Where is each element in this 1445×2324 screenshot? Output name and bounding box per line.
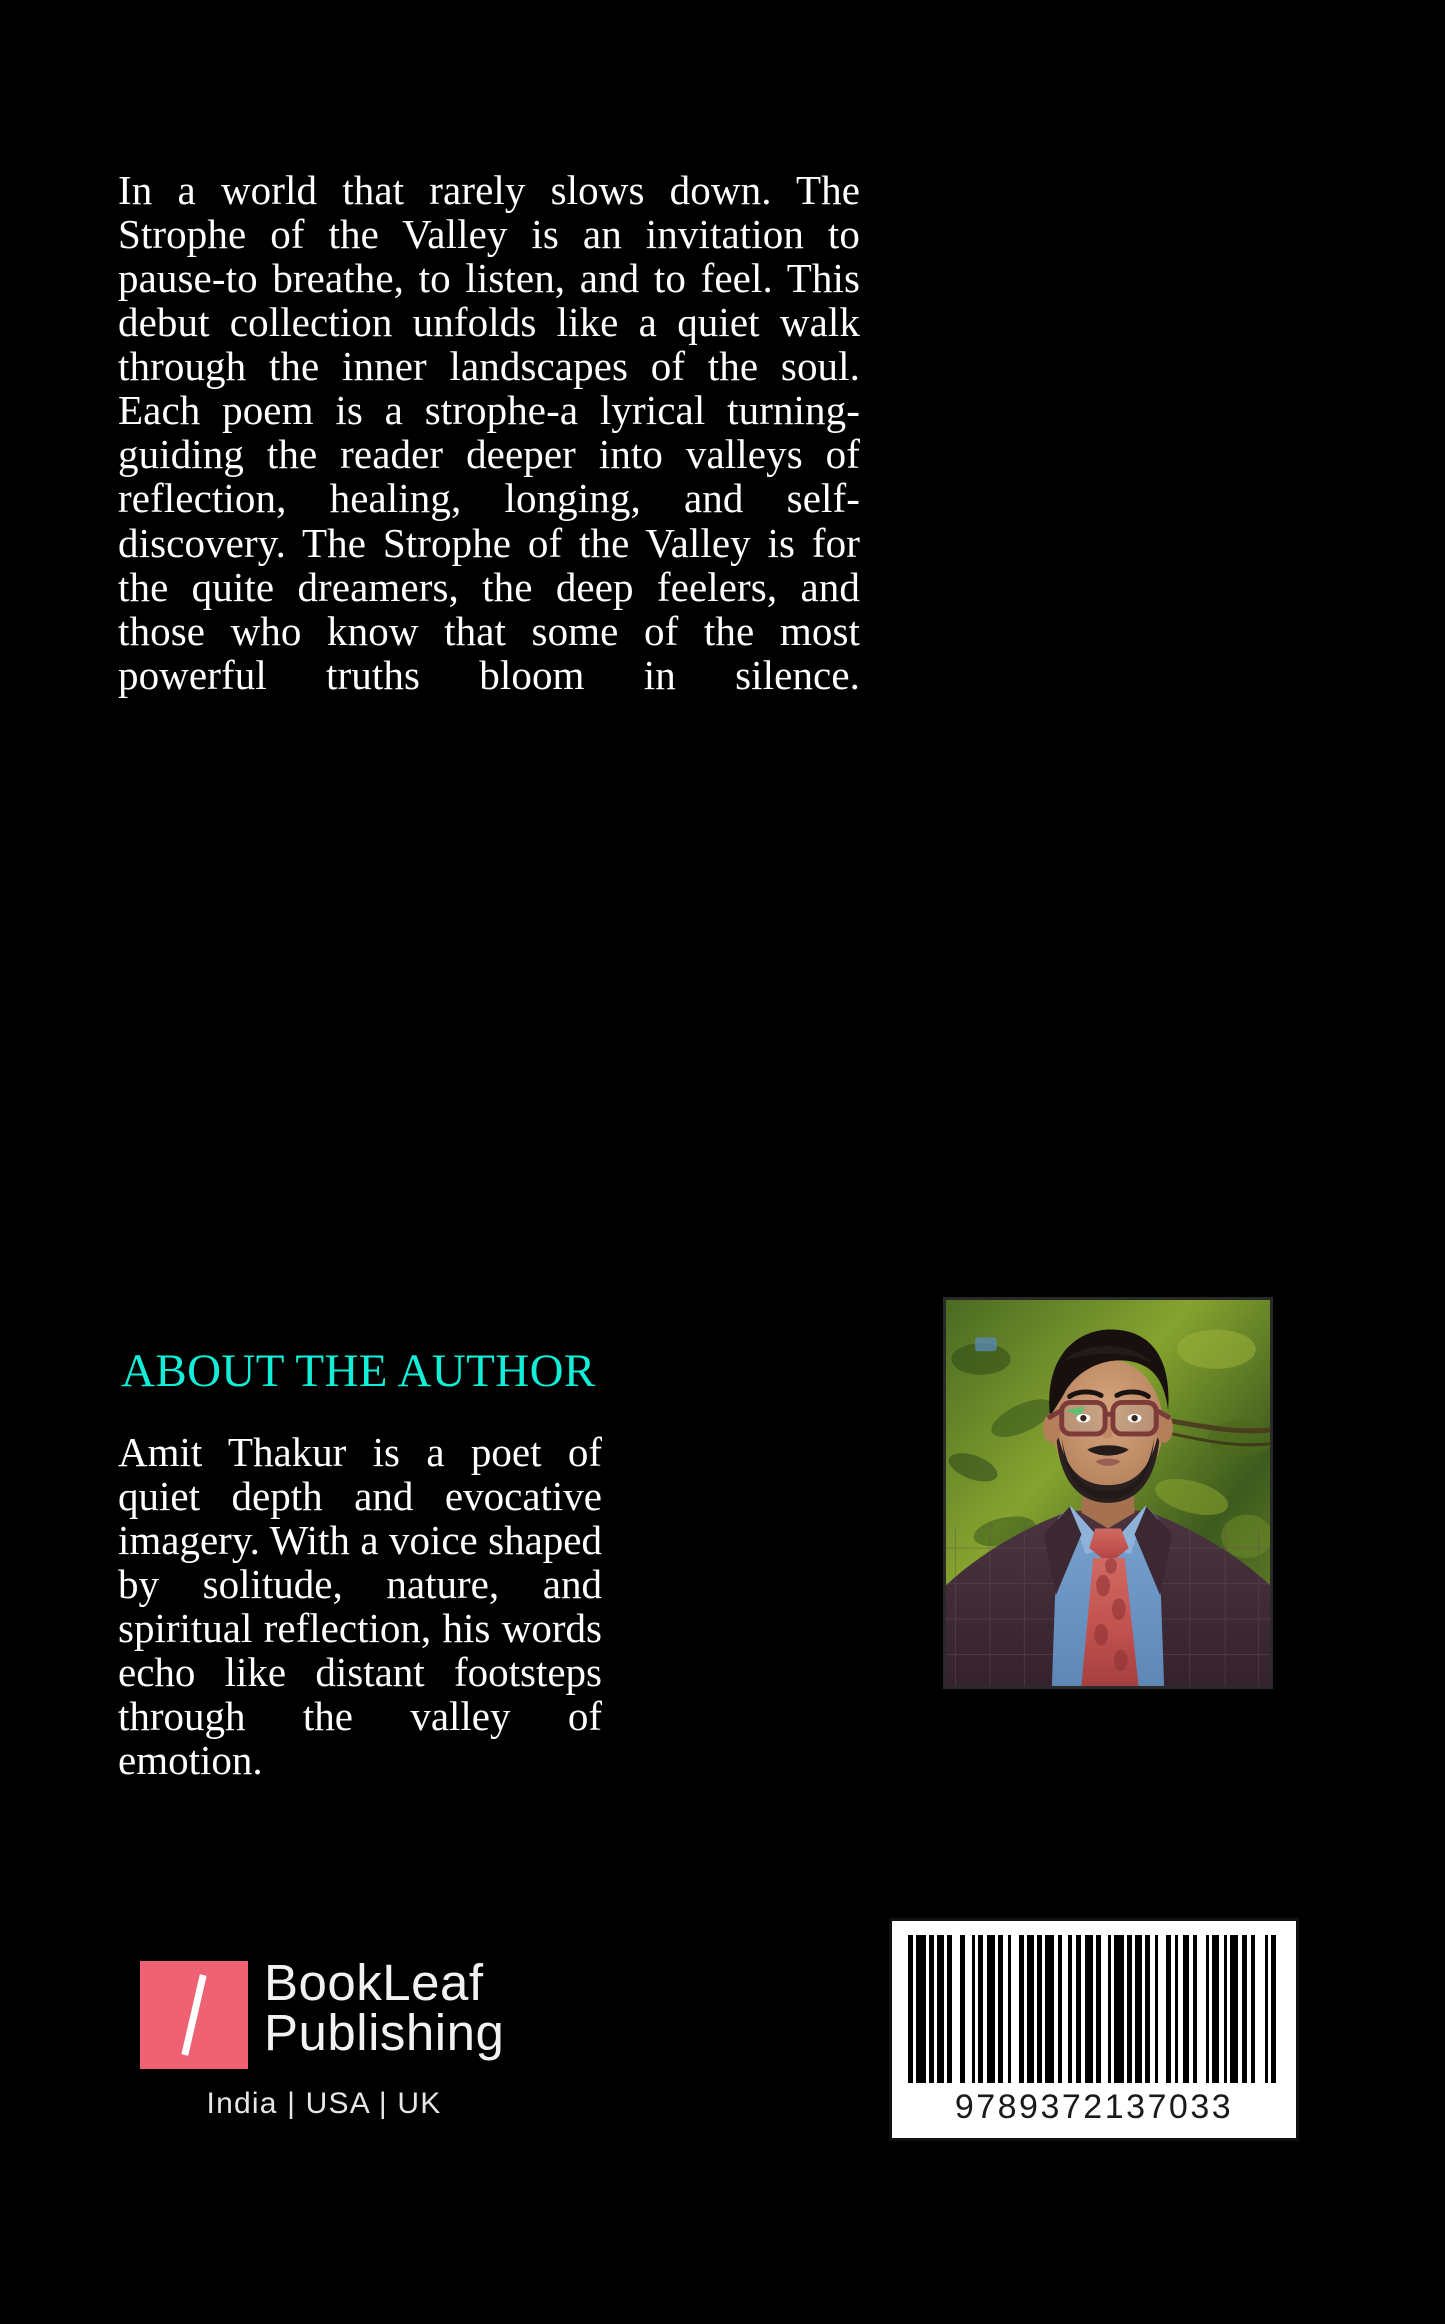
bookleaf-mark-icon <box>140 1961 248 2069</box>
isbn-number: 9789372137033 <box>954 2088 1234 2126</box>
barcode-bar <box>1045 1935 1053 2083</box>
publisher-regions: India | USA | UK <box>206 2087 442 2120</box>
blurb-text: In a world that rarely slows down. The Strophe of the Valley is an invitation to pause-to breathe, to listen, and to feel. This debut collection unfolds like a quiet walk through the inner landscapes of the soul. Each poem is a strophe-a lyrical turning-guiding the reader deeper into valleys of reflection, healing, longing, and self-discovery. The Strophe of the Valley is for the quite dreamers, the deep feelers, and those who know that some of the most powerful truths bloom in silence. <box>118 167 860 698</box>
barcode-bar <box>987 1935 995 2083</box>
barcode-bar <box>1197 1935 1205 2083</box>
publisher-wordmark <box>264 1954 505 2061</box>
barcode-bar <box>1230 1935 1238 2083</box>
barcode-bar <box>1158 1935 1166 2083</box>
publisher-logo <box>140 1954 505 2121</box>
barcode-bar <box>1276 1935 1279 2083</box>
barcode-bars <box>908 1935 1280 2083</box>
publisher-name-line2: Publishing <box>264 2003 505 2061</box>
publisher-name-line1: BookLeaf <box>264 1954 484 2011</box>
about-the-author-heading: ABOUT THE AUTHOR <box>121 1345 596 1397</box>
barcode-bar <box>1011 1935 1019 2083</box>
isbn-barcode <box>889 1918 1299 2141</box>
author-photo <box>943 1297 1273 1689</box>
barcode-bar <box>1255 1935 1265 2083</box>
barcode-bar <box>952 1935 960 2083</box>
book-blurb <box>118 168 860 741</box>
author-bio <box>118 1430 602 1827</box>
author-bio-text: Amit Thakur is a poet of quiet depth and evocative imagery. With a voice shaped by solitude, nature, and spiritual reflection, his words echo like distant footsteps through the valley of emotion. <box>118 1429 602 1784</box>
barcode-bar <box>1085 1935 1093 2083</box>
author-portrait-image <box>946 1300 1270 1686</box>
barcode-bar <box>1114 1935 1124 2083</box>
barcode-bar <box>916 1935 926 2083</box>
